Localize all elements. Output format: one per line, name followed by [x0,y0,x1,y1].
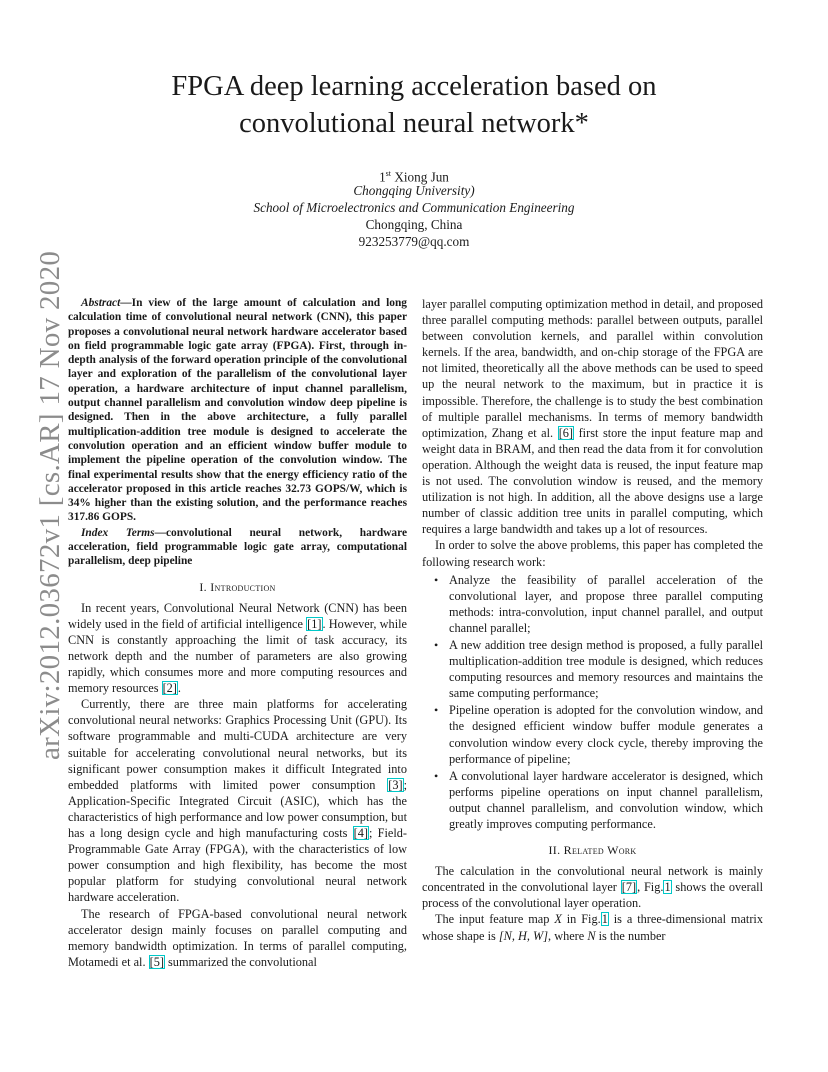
citation-link[interactable]: [3] [388,777,403,792]
intro-paragraph-4: In order to solve the above problems, this paper has completed the following research work: [422,538,763,569]
paper-title [0,68,828,142]
contribution-list [422,572,763,833]
arxiv-identifier: arXiv:2012.03672v1 [cs.AR] 17 Nov 2020 [34,250,66,760]
index-terms [68,526,407,569]
citation-link[interactable]: [5] [149,954,164,969]
author-affiliation-2: School of Microelectronics and Communication Engineering [253,200,575,215]
section-heading-related-work: II. Related Work [548,843,637,858]
author-name: 1st Xiong Jun [379,169,449,185]
author-affiliation-1: Chongqing University) [353,183,475,198]
figure-link[interactable]: 1 [664,880,671,895]
abstract [68,296,407,525]
figure-link[interactable]: 1 [601,912,608,927]
list-item: • A new addition tree design method is proposed, a fully parallel multiplication-addition tree module is designed, which reduces computing resources and memory resources and maintains the same computing performance; [449,637,763,701]
intro-paragraph-1: In recent years, Convolutional Neural Network (CNN) has been widely used in the field of artificial intelligence [1]. However, while CNN is constantly approaching the limit of task accuracy, its network depth and the number of parameters are also growing rapidly, which consumes more and more computing resources and memory resources [2]. [68,600,407,696]
right-column [422,296,763,944]
abstract-text: —In view of the large amount of calculation and long calculation time of convolutional neural network (CNN), this paper proposes a convolutional neural network hardware accelerator based on field programmable logic gate array (FPGA). First, through in-depth analysis of the forward operation principle of the convolutional layer and exploration of the parallelism of the convolutional layer operation, a hardware architecture of input channel parallelism, output channel parallelism and convolution window deep pipeline is designed. Then in the above architecture, a fully parallel multiplication-addition tree module is designed to accelerate the convolution operation and an efficient window buffer module to implement the pipeline operation of the convolution window. The final experimental results show that the energy efficiency ratio of the accelerator proposed in this article reaches 32.73 GOPS/W, which is 34% higher than the existing solution, and the performance reaches 317.86 GOPS. [68,297,407,524]
related-paragraph-2: The input feature map X in Fig.1 is a three-dimensional matrix whose shape is [N, H, W], where N is the number [422,912,763,943]
section-heading-introduction: I. Introduction [199,579,276,594]
list-item: • A convolutional layer hardware accelerator is designed, which performs pipeline operations on input channel parallelism, output channel parallelism, and convolution window, which greatly improves computing performance. [449,768,763,832]
citation-link[interactable]: [2] [162,681,177,696]
math-expression: [N, H, W] [498,928,549,943]
intro-paragraph-3: The research of FPGA-based convolutional neural network accelerator design mainly focuses on parallel computing and memory bandwidth optimization. In terms of parallel computing, Motamedi et al. [5] summarized the convolutional [68,906,407,969]
citation-link[interactable]: [1] [307,616,322,631]
list-item: • Analyze the feasibility of parallel acceleration of the convolutional layer, and propose three parallel computing methods: intra-convolution, input channel parallel, and output channel parallel; [449,572,763,636]
intro-paragraph-2: Currently, there are three main platforms for accelerating convolutional neural networks: Graphics Processing Unit (GPU). Its software programmable and multi-CUDA architecture are very suitable for accelerating convolutional neural networks, but its significant power consumption makes it difficult Integrated into embedded platforms with limited power consumption [3]; Application-Specific Integrated Circuit (ASIC), which has the characteristics of high performance and low power consumption, but has a long design cycle and high manufacturing costs [4]; Field-Programmable Gate Array (FPGA), with the characteristics of low power consumption and high flexibility, has become the most popular platform for studying convolutional neural network hardware acceleration. [68,697,407,905]
math-symbol: N [587,928,596,943]
citation-link[interactable]: [6] [558,425,574,440]
index-terms-label: Index Terms [81,526,155,539]
left-column [68,296,407,970]
abstract-label: Abstract [81,297,121,309]
author-location: Chongqing, China [365,217,463,232]
author-email[interactable]: 923253779@qq.com [358,234,470,249]
index-terms-text: —convolutional neural network, hardware acceleration, field programmable logic gate array, computational parallelism, deep pipeline [68,526,407,568]
title-line-1: FPGA deep learning acceleration based on [171,71,657,102]
related-paragraph-1: The calculation in the convolutional neural network is mainly concentrated in the convolutional layer [7], Fig.1 shows the overall process of the convolutional layer operation. [422,864,763,911]
citation-link[interactable]: [7] [621,880,637,895]
list-item: • Pipeline operation is adopted for the convolution window, and the designed efficient window buffer module generates a convolution window every clock cycle, thereby improving the performance of pipeline; [449,702,763,766]
citation-link[interactable]: [4] [353,826,368,841]
math-symbol: X [554,912,562,927]
title-line-2: convolutional neural network* [239,108,589,139]
intro-paragraph-3-continued: layer parallel computing optimization method in detail, and proposed three parallel computing methods: parallel between outputs, parallel between convolution kernels, and parallel within convolution kernels. If the area, bandwidth, and on-chip storage of the FPGA are not limited, theoretically all the above methods can be used to speed up the neural network to the maximum, but in practice it is impossible. Therefore, the challenge is to study the best combination of multiple parallel mechanisms. In terms of memory bandwidth optimization, Zhang et al. [6] first store the input feature map and weight data in BRAM, and then read the data from it for convolution operation. Although the weight data is reused, the input feature map is not used. The convolution window is reused, and the memory utilization is not high. In addition, all the above designs use a large number of classic addition tree units in parallel computing, which requires a large bandwidth and takes up a lot of resources. [422,297,763,537]
